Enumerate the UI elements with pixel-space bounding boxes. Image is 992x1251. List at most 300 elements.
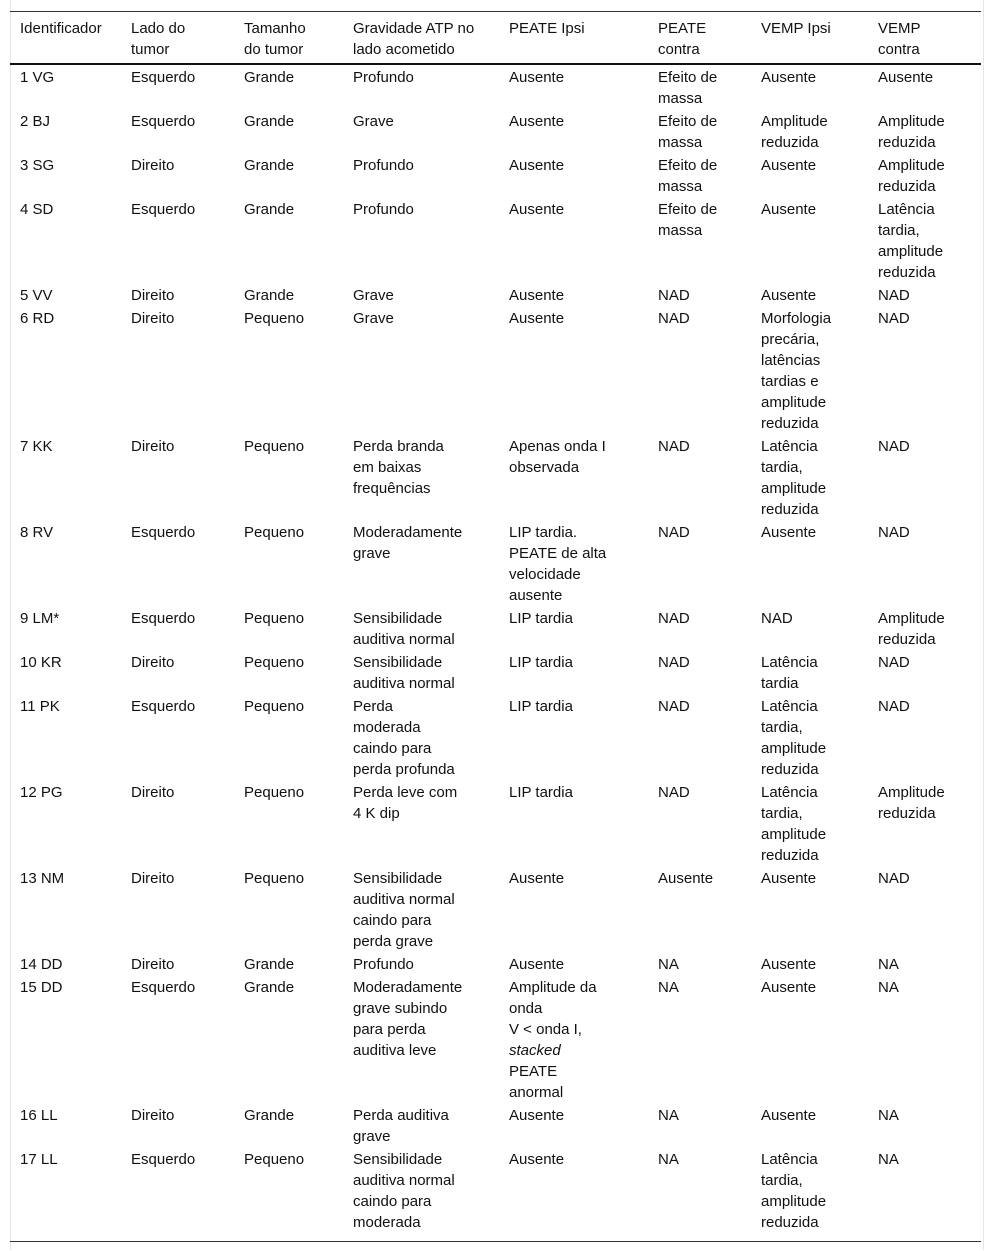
column-header-vemp-ipsi	[751, 12, 868, 65]
cell-line: Direito	[131, 310, 175, 327]
cell-line: Grande	[244, 201, 295, 218]
cell-line: Ausente	[509, 956, 565, 973]
cell-vemp-ipsi	[751, 954, 868, 977]
cell-identificador	[10, 977, 121, 1105]
cell-peate-ipsi	[499, 64, 648, 111]
cell-line: NA	[658, 1151, 679, 1168]
cell-peate-contra	[648, 652, 751, 696]
cell-line: caindo para	[353, 740, 432, 757]
cell-lado-do-tumor	[121, 199, 234, 285]
cell-vemp-ipsi	[751, 868, 868, 954]
cell-line: 2 BJ	[20, 113, 51, 130]
cell-identificador	[10, 652, 121, 696]
cell-line: reduzida	[878, 178, 936, 195]
cell-vemp-contra	[868, 64, 981, 111]
cell-line: Moderadamente	[353, 979, 463, 996]
cell-peate-contra	[648, 155, 751, 199]
table-row	[10, 608, 981, 652]
cell-gravidade-atp	[343, 1149, 499, 1242]
cell-line: Latência	[761, 654, 818, 671]
cell-line: Esquerdo	[131, 524, 196, 541]
cell-line: NA	[878, 979, 899, 996]
cell-line: Ausente	[509, 1151, 565, 1168]
cell-line: Amplitude	[761, 113, 828, 130]
cell-vemp-contra	[868, 868, 981, 954]
cell-line: tardia,	[878, 222, 920, 239]
cell-line: Profundo	[353, 201, 414, 218]
cell-line: Esquerdo	[131, 1151, 196, 1168]
cell-line: Grave	[353, 287, 394, 304]
cell-peate-ipsi	[499, 608, 648, 652]
cell-gravidade-atp	[343, 111, 499, 155]
cell-line: 12 PG	[20, 784, 63, 801]
cell-vemp-contra	[868, 977, 981, 1105]
cell-line: Ausente	[509, 870, 565, 887]
cell-line: auditiva normal	[353, 675, 455, 692]
cell-line: NAD	[878, 698, 910, 715]
cell-line: LIP tardia	[509, 784, 573, 801]
cell-identificador	[10, 608, 121, 652]
cell-line: 4 K dip	[353, 805, 400, 822]
cell-line: NAD	[658, 524, 690, 541]
cell-line: Latência	[878, 201, 935, 218]
table-row	[10, 652, 981, 696]
cell-lado-do-tumor	[121, 436, 234, 522]
cell-vemp-contra	[868, 155, 981, 199]
cell-line: reduzida	[878, 134, 936, 151]
cell-line: 6 RD	[20, 310, 55, 327]
cell-peate-ipsi	[499, 436, 648, 522]
cell-vemp-contra	[868, 436, 981, 522]
cell-identificador	[10, 1149, 121, 1242]
cell-gravidade-atp	[343, 522, 499, 608]
cell-line: 8 RV	[20, 524, 54, 541]
cell-line: NAD	[878, 654, 910, 671]
cell-tamanho-do-tumor	[234, 608, 343, 652]
cell-peate-ipsi	[499, 1105, 648, 1149]
cell-peate-ipsi	[499, 868, 648, 954]
column-header-vemp-contra	[868, 12, 981, 65]
cell-line: Pequeno	[244, 524, 305, 541]
cell-line: Direito	[131, 654, 175, 671]
cell-vemp-contra	[868, 308, 981, 436]
cell-line: Esquerdo	[131, 610, 196, 627]
cell-line: Latência	[761, 1151, 818, 1168]
cell-line: tardia,	[761, 805, 803, 822]
cell-line: Moderadamente	[353, 524, 463, 541]
cell-gravidade-atp	[343, 285, 499, 308]
cell-line: tardia,	[761, 719, 803, 736]
cell-line: Identificador	[20, 20, 102, 37]
cell-tamanho-do-tumor	[234, 1149, 343, 1242]
cell-line: 17 LL	[20, 1151, 58, 1168]
cell-line: LIP tardia.	[509, 524, 578, 541]
cell-line: auditiva normal	[353, 631, 455, 648]
cell-line: Grande	[244, 69, 295, 86]
cell-vemp-contra	[868, 199, 981, 285]
cell-peate-contra	[648, 954, 751, 977]
cell-peate-contra	[648, 608, 751, 652]
cell-line: amplitude	[761, 394, 827, 411]
cell-line: PEATE Ipsi	[509, 20, 585, 37]
cell-line: Ausente	[509, 1107, 565, 1124]
cell-peate-contra	[648, 436, 751, 522]
cell-peate-ipsi	[499, 977, 648, 1105]
cell-vemp-ipsi	[751, 522, 868, 608]
cell-line: 9 LM*	[20, 610, 60, 627]
cell-tamanho-do-tumor	[234, 696, 343, 782]
cell-line: massa	[658, 178, 703, 195]
cell-line: Ausente	[761, 69, 817, 86]
cell-line: Profundo	[353, 956, 414, 973]
header-row	[10, 12, 981, 65]
cell-tamanho-do-tumor	[234, 64, 343, 111]
cell-lado-do-tumor	[121, 1149, 234, 1242]
cell-line: reduzida	[761, 1214, 819, 1231]
column-header-identificador	[10, 12, 121, 65]
cell-vemp-ipsi	[751, 696, 868, 782]
cell-line: Perda leve com	[353, 784, 458, 801]
cell-line: Pequeno	[244, 438, 305, 455]
cell-gravidade-atp	[343, 868, 499, 954]
cell-line: onda	[509, 1000, 543, 1017]
cell-gravidade-atp	[343, 64, 499, 111]
cell-line: NAD	[658, 438, 690, 455]
cell-gravidade-atp	[343, 1105, 499, 1149]
cell-peate-ipsi	[499, 954, 648, 977]
cell-gravidade-atp	[343, 155, 499, 199]
cell-line: Morfologia	[761, 310, 832, 327]
cell-line: Lado do	[131, 20, 186, 37]
cell-line: para perda	[353, 1021, 426, 1038]
cell-line: anormal	[509, 1084, 564, 1101]
cell-lado-do-tumor	[121, 522, 234, 608]
cell-line: grave	[353, 1128, 391, 1145]
cell-line: Pequeno	[244, 610, 305, 627]
cell-line: Amplitude	[878, 157, 945, 174]
cell-line: Profundo	[353, 157, 414, 174]
cell-line: Grande	[244, 956, 295, 973]
cell-vemp-ipsi	[751, 652, 868, 696]
cell-line: LIP tardia	[509, 698, 573, 715]
cell-line: NAD	[878, 310, 910, 327]
cell-line: Latência	[761, 784, 818, 801]
cell-peate-contra	[648, 782, 751, 868]
cell-line: Direito	[131, 438, 175, 455]
cell-line: 11 PK	[20, 698, 60, 715]
cell-line: Ausente	[761, 870, 817, 887]
cell-line: auditiva normal	[353, 891, 455, 908]
cell-gravidade-atp	[343, 954, 499, 977]
cell-identificador	[10, 285, 121, 308]
data-table	[10, 11, 981, 1242]
cell-line: Perda	[353, 698, 394, 715]
cell-line: Latência	[761, 698, 818, 715]
cell-lado-do-tumor	[121, 696, 234, 782]
cell-line: amplitude	[761, 480, 827, 497]
cell-peate-ipsi	[499, 782, 648, 868]
cell-vemp-ipsi	[751, 608, 868, 652]
cell-peate-contra	[648, 977, 751, 1105]
cell-line: massa	[658, 222, 703, 239]
cell-peate-ipsi	[499, 199, 648, 285]
cell-vemp-ipsi	[751, 977, 868, 1105]
cell-line: Direito	[131, 1107, 175, 1124]
cell-vemp-contra	[868, 111, 981, 155]
cell-peate-contra	[648, 1105, 751, 1149]
cell-line: Grande	[244, 979, 295, 996]
cell-lado-do-tumor	[121, 954, 234, 977]
cell-vemp-contra	[868, 652, 981, 696]
cell-line: NAD	[658, 287, 690, 304]
cell-lado-do-tumor	[121, 155, 234, 199]
cell-identificador	[10, 436, 121, 522]
cell-line: Ausente	[761, 979, 817, 996]
cell-line: Ausente	[509, 113, 565, 130]
cell-peate-contra	[648, 199, 751, 285]
cell-line: NAD	[878, 287, 910, 304]
cell-lado-do-tumor	[121, 977, 234, 1105]
cell-vemp-contra	[868, 608, 981, 652]
cell-vemp-contra	[868, 954, 981, 977]
cell-line: Pequeno	[244, 870, 305, 887]
cell-line: amplitude	[761, 826, 827, 843]
table-row	[10, 155, 981, 199]
cell-identificador	[10, 155, 121, 199]
table-row	[10, 308, 981, 436]
cell-line: auditiva normal	[353, 1172, 455, 1189]
cell-lado-do-tumor	[121, 285, 234, 308]
cell-peate-contra	[648, 1149, 751, 1242]
cell-peate-contra	[648, 868, 751, 954]
cell-line: Esquerdo	[131, 113, 196, 130]
cell-line: Ausente	[761, 1107, 817, 1124]
cell-identificador	[10, 696, 121, 782]
cell-line: Efeito de	[658, 157, 718, 174]
cell-line: Profundo	[353, 69, 414, 86]
cell-lado-do-tumor	[121, 1105, 234, 1149]
cell-line: 7 KK	[20, 438, 53, 455]
cell-identificador	[10, 64, 121, 111]
table-row	[10, 868, 981, 954]
cell-vemp-contra	[868, 782, 981, 868]
cell-line: grave	[353, 545, 391, 562]
cell-vemp-ipsi	[751, 308, 868, 436]
cell-line: em baixas	[353, 459, 422, 476]
cell-tamanho-do-tumor	[234, 522, 343, 608]
table-row	[10, 64, 981, 111]
cell-line: Grande	[244, 113, 295, 130]
cell-tamanho-do-tumor	[234, 199, 343, 285]
cell-line: ausente	[509, 587, 563, 604]
cell-line: Amplitude	[878, 784, 945, 801]
cell-line: reduzida	[761, 761, 819, 778]
cell-line: 3 SG	[20, 157, 55, 174]
table-row	[10, 111, 981, 155]
cell-line: moderada	[353, 1214, 421, 1231]
cell-line: PEATE	[509, 1063, 558, 1080]
cell-lado-do-tumor	[121, 111, 234, 155]
cell-line: massa	[658, 90, 703, 107]
column-header-tamanho-do-tumor	[234, 12, 343, 65]
cell-tamanho-do-tumor	[234, 155, 343, 199]
cell-line: reduzida	[761, 501, 819, 518]
cell-lado-do-tumor	[121, 782, 234, 868]
cell-line: Sensibilidade	[353, 1151, 443, 1168]
cell-line: amplitude	[878, 243, 944, 260]
table-body	[10, 64, 981, 1242]
cell-line: Grande	[244, 157, 295, 174]
cell-line: 13 NM	[20, 870, 65, 887]
cell-lado-do-tumor	[121, 652, 234, 696]
cell-line: precária,	[761, 331, 820, 348]
cell-line: amplitude	[761, 740, 827, 757]
cell-identificador	[10, 954, 121, 977]
cell-line: NAD	[878, 870, 910, 887]
cell-line: Efeito de	[658, 113, 718, 130]
cell-gravidade-atp	[343, 436, 499, 522]
cell-line: 10 KR	[20, 654, 62, 671]
cell-line: Pequeno	[244, 654, 305, 671]
cell-peate-ipsi	[499, 1149, 648, 1242]
table-row	[10, 522, 981, 608]
cell-line: tardia	[761, 675, 799, 692]
cell-line: VEMP Ipsi	[761, 20, 831, 37]
cell-line: NA	[878, 956, 899, 973]
cell-line: Ausente	[509, 287, 565, 304]
cell-identificador	[10, 308, 121, 436]
cell-line: Perda auditiva	[353, 1107, 449, 1124]
cell-line: amplitude	[761, 1193, 827, 1210]
cell-gravidade-atp	[343, 696, 499, 782]
table-row	[10, 1105, 981, 1149]
cell-tamanho-do-tumor	[234, 436, 343, 522]
cell-line: Esquerdo	[131, 698, 196, 715]
cell-line: NA	[878, 1107, 899, 1124]
cell-line: Grave	[353, 113, 394, 130]
cell-line: Ausente	[509, 157, 565, 174]
cell-line: NA	[658, 1107, 679, 1124]
cell-peate-contra	[648, 111, 751, 155]
cell-peate-ipsi	[499, 285, 648, 308]
cell-line: Amplitude da	[509, 979, 597, 996]
cell-gravidade-atp	[343, 608, 499, 652]
cell-line: Ausente	[761, 956, 817, 973]
cell-line: moderada	[353, 719, 421, 736]
cell-vemp-contra	[868, 285, 981, 308]
cell-identificador	[10, 1105, 121, 1149]
cell-lado-do-tumor	[121, 608, 234, 652]
cell-line: Ausente	[509, 69, 565, 86]
cell-peate-ipsi	[499, 522, 648, 608]
cell-line: tardia,	[761, 459, 803, 476]
cell-line: NAD	[658, 310, 690, 327]
cell-line: 5 VV	[20, 287, 53, 304]
cell-line: grave subindo	[353, 1000, 448, 1017]
cell-line: Ausente	[509, 201, 565, 218]
cell-peate-ipsi	[499, 155, 648, 199]
cell-gravidade-atp	[343, 308, 499, 436]
cell-line: Pequeno	[244, 784, 305, 801]
cell-line: Perda branda	[353, 438, 444, 455]
cell-gravidade-atp	[343, 199, 499, 285]
cell-vemp-ipsi	[751, 782, 868, 868]
cell-line: perda grave	[353, 933, 434, 950]
table-row	[10, 954, 981, 977]
cell-tamanho-do-tumor	[234, 954, 343, 977]
cell-peate-contra	[648, 308, 751, 436]
cell-line: Efeito de	[658, 201, 718, 218]
cell-line: contra	[878, 41, 920, 58]
cell-line: 15 DD	[20, 979, 63, 996]
cell-line: Ausente	[658, 870, 714, 887]
cell-line: Grande	[244, 1107, 295, 1124]
cell-line: Efeito de	[658, 69, 718, 86]
cell-vemp-ipsi	[751, 155, 868, 199]
cell-line: Grave	[353, 310, 394, 327]
cell-line: 1 VG	[20, 69, 55, 86]
cell-line: massa	[658, 134, 703, 151]
table-row	[10, 1149, 981, 1242]
cell-identificador	[10, 111, 121, 155]
cell-line: NAD	[878, 438, 910, 455]
cell-line: Pequeno	[244, 1151, 305, 1168]
cell-vemp-ipsi	[751, 436, 868, 522]
cell-line: NA	[658, 956, 679, 973]
cell-line: tumor	[131, 41, 170, 58]
table-row	[10, 782, 981, 868]
cell-line: stacked	[509, 1042, 561, 1059]
cell-line: Esquerdo	[131, 69, 196, 86]
table-row	[10, 977, 981, 1105]
cell-identificador	[10, 782, 121, 868]
cell-vemp-ipsi	[751, 64, 868, 111]
cell-vemp-ipsi	[751, 285, 868, 308]
cell-line: Ausente	[878, 69, 934, 86]
cell-tamanho-do-tumor	[234, 652, 343, 696]
cell-line: PEATE de alta	[509, 545, 607, 562]
cell-line: Ausente	[761, 157, 817, 174]
cell-line: Ausente	[761, 524, 817, 541]
cell-line: Amplitude	[878, 113, 945, 130]
table-row	[10, 199, 981, 285]
cell-vemp-contra	[868, 696, 981, 782]
cell-vemp-ipsi	[751, 1105, 868, 1149]
cell-gravidade-atp	[343, 782, 499, 868]
cell-line: 4 SD	[20, 201, 54, 218]
cell-vemp-ipsi	[751, 111, 868, 155]
column-header-peate-ipsi	[499, 12, 648, 65]
cell-peate-ipsi	[499, 111, 648, 155]
cell-tamanho-do-tumor	[234, 111, 343, 155]
cell-vemp-contra	[868, 1105, 981, 1149]
cell-tamanho-do-tumor	[234, 285, 343, 308]
cell-line: Ausente	[761, 201, 817, 218]
cell-line: Sensibilidade	[353, 610, 443, 627]
cell-line: reduzida	[878, 264, 936, 281]
cell-line: frequências	[353, 480, 431, 497]
cell-peate-ipsi	[499, 308, 648, 436]
cell-line: Tamanho	[244, 20, 306, 37]
cell-line: 16 LL	[20, 1107, 58, 1124]
cell-peate-ipsi	[499, 696, 648, 782]
cell-line: latências	[761, 352, 821, 369]
cell-line: NAD	[658, 654, 690, 671]
table-row	[10, 696, 981, 782]
cell-tamanho-do-tumor	[234, 868, 343, 954]
cell-identificador	[10, 199, 121, 285]
cell-line: Esquerdo	[131, 201, 196, 218]
